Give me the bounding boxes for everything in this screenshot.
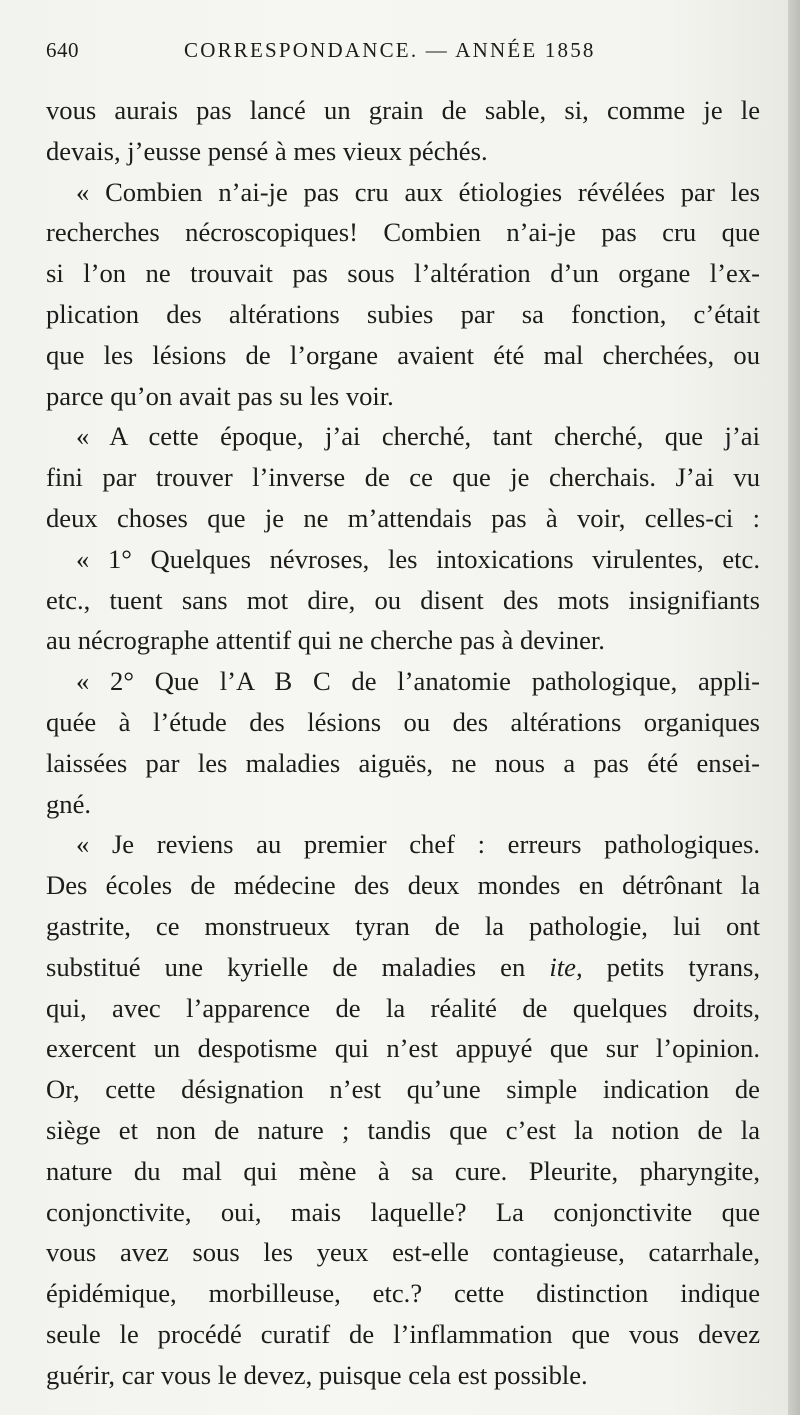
text-line: deux choses que je ne m’attendais pas à voir, celles-ci : (46, 502, 760, 533)
text-line: qui, avec l’apparence de la réalité de quelques droits, (46, 992, 760, 1023)
text-line: vous avez sous les yeux est-elle contagieuse, catarrhale, (46, 1237, 760, 1268)
text-line: plication des altérations subies par sa fonction, c’était (46, 298, 760, 329)
paragraph-start-line: « 1° Quelques névroses, les intoxications virulentes, etc. (76, 543, 760, 574)
running-head (46, 34, 748, 74)
text-line: seule le procédé curatif de l’inflammation que vous devez (46, 1318, 760, 1349)
text-segment: substitué une kyrielle de maladies en (46, 951, 550, 982)
text-line: que les lésions de l’organe avaient été mal cherchées, ou (46, 339, 760, 370)
text-line: etc., tuent sans mot dire, ou disent des mots insignifiants (46, 584, 760, 615)
text-line: vous aurais pas lancé un grain de sable, si, comme je le (46, 95, 760, 125)
text-line: fini par trouver l’inverse de ce que je cherchais. J’ai vu (46, 462, 760, 493)
paragraph-start-line: « Combien n’ai-je pas cru aux étiologies révélées par les (76, 176, 760, 207)
text-line: gastrite, ce monstrueux tyran de la pathologie, lui ont (46, 910, 760, 941)
text-line: Des écoles de médecine des deux mondes en détrônant la (46, 870, 760, 901)
paragraph-start-line: « 2° Que l’A B C de l’anatomie pathologique, appli- (76, 666, 760, 697)
italic-term: ite, (549, 951, 583, 982)
text-line: Or, cette désignation n’est qu’une simple indication de (46, 1074, 760, 1105)
text-line: conjonctivite, oui, mais laquelle? La conjonctivite que (46, 1196, 760, 1227)
text-line: laissées par les maladies aiguës, ne nous a pas été ensei- (46, 747, 760, 778)
paragraph-start-line: « A cette époque, j’ai cherché, tant cherché, que j’ai (76, 421, 760, 452)
text-line: siège et non de nature ; tandis que c’est la notion de la (46, 1114, 760, 1145)
running-title: CORRESPONDANCE. — ANNÉE 1858 (184, 38, 596, 62)
text-line-with-italic (46, 947, 760, 988)
text-line: recherches nécroscopiques! Combien n’ai-je pas cru que (46, 217, 760, 248)
text-line: gné. (46, 788, 92, 819)
text-line: au nécrographe attentif qui ne cherche pas à deviner. (46, 625, 605, 656)
text-line: exercent un despotisme qui n’est appuyé que sur l’opinion. (46, 1033, 760, 1064)
text-line: guérir, car vous le devez, puisque cela est possible. (46, 1359, 588, 1390)
text-segment: petits tyrans, (582, 951, 760, 982)
text-line: nature du mal qui mène à sa cure. Pleurite, pharyngite, (46, 1155, 760, 1186)
body-text (46, 90, 760, 1396)
page-number: 640 (46, 38, 79, 62)
text-line: parce qu’on avait pas su les voir. (46, 380, 394, 411)
text-line: quée à l’étude des lésions ou des altérations organiques (46, 706, 760, 737)
text-line: si l’on ne trouvait pas sous l’altération d’un organe l’ex- (46, 258, 760, 289)
page-edge-shadow (788, 0, 800, 1415)
text-line: épidémique, morbilleuse, etc.? cette distinction indique (46, 1278, 760, 1309)
text-line: devais, j’eusse pensé à mes vieux péchés. (46, 135, 488, 166)
paragraph-start-line: « Je reviens au premier chef : erreurs pathologiques. (76, 829, 760, 860)
